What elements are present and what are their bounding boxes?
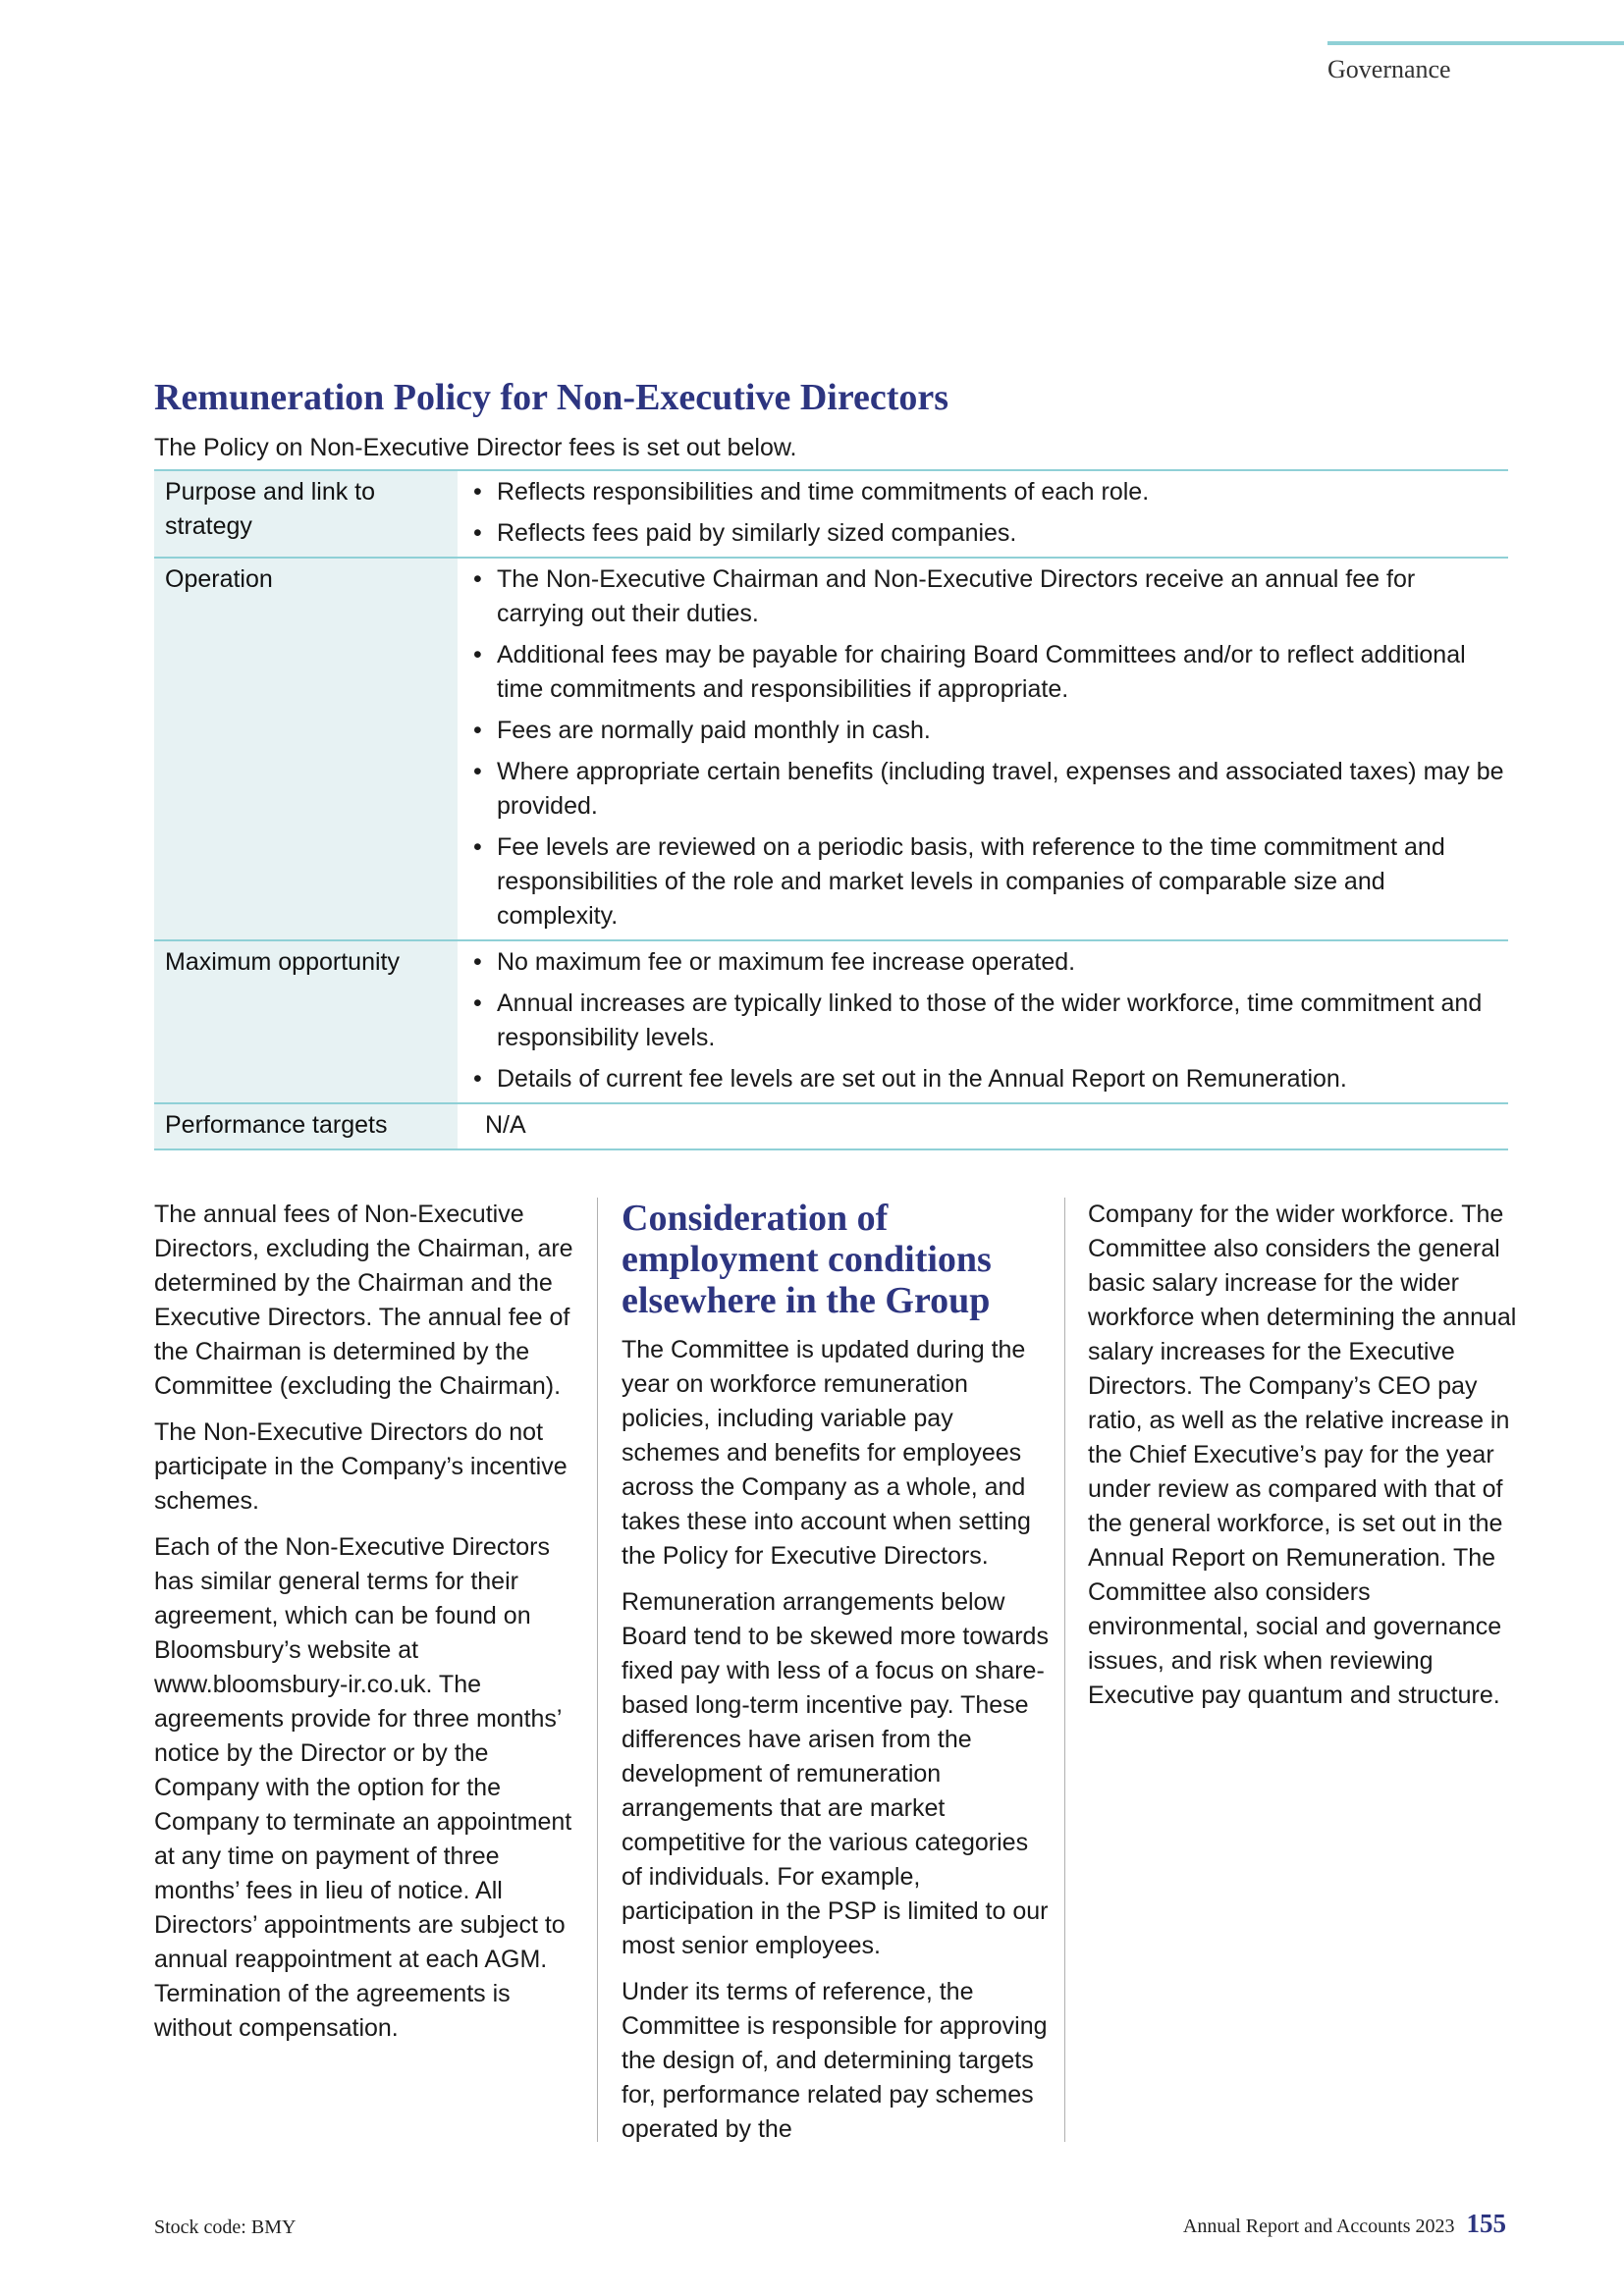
bullet-item: • Where appropriate certain benefits (including travel, expenses and associated taxes) may be provided. [467,755,1508,824]
bullet-list [467,475,1508,551]
bullet-item: • No maximum fee or maximum fee increase operated. [467,945,1508,980]
page-number: 155 [1466,2209,1506,2238]
paragraph: Each of the Non-Executive Directors has similar general terms for their agreement, which can be found on Bloomsbury’s website at www.bloomsbury-ir.co.uk. The agreements provide for three months’ notice by the Director or by the Company with the option for the Company to terminate an appointment at any time on payment of three months’ fees in lieu of notice. All Directors’ appointments are subject to annual reappointment at each AGM. Termination of the agreements is without compensation. [154,1533,572,2042]
bullet-list [467,562,1508,934]
page-footer [1183,2209,1506,2239]
text-column-1 [154,1198,586,2057]
paragraph: The Non-Executive Directors do not participate in the Company’s incentive schemes. [154,1418,568,1515]
section-label: Governance [1327,55,1451,83]
column-divider [1064,1198,1065,2142]
text-column-2 [622,1198,1054,2159]
policy-row-operation [154,558,1508,940]
column-divider [597,1198,598,2142]
policy-row-performance [154,1103,1508,1149]
bullet-item: • Details of current fee levels are set out in the Annual Report on Remuneration. [467,1062,1508,1096]
policy-title: Remuneration Policy for Non-Executive Directors [154,377,949,418]
row-content [458,558,1508,940]
bullet-item: • The Non-Executive Chairman and Non-Executive Directors receive an annual fee for carrying out their duties. [467,562,1508,631]
bullet-item: • Fee levels are reviewed on a periodic basis, with reference to the time commitment and responsibilities of the role and market levels in companies of comparable size and complexity. [467,830,1508,934]
row-label: Maximum opportunity [154,940,458,1103]
bullet-item: • Annual increases are typically linked to those of the wider workforce, time commitment and responsibility levels. [467,987,1508,1055]
bullet-item: • Reflects responsibilities and time commitments of each role. [467,475,1508,509]
bullet-item: • Fees are normally paid monthly in cash. [467,714,1508,748]
row-content [458,1103,1508,1149]
row-label: Operation [154,558,458,940]
paragraph: The Committee is updated during the year on workforce remuneration policies, including variable pay schemes and benefits for employees across the Company as a whole, and takes these into account when setting the Policy for Executive Directors. [622,1336,1031,1570]
row-content [458,470,1508,558]
row-label: Performance targets [154,1103,458,1149]
policy-table [154,469,1508,1150]
policy-row-purpose [154,470,1508,558]
bullet-item: • Additional fees may be payable for chairing Board Committees and/or to reflect additional time commitments and responsibilities if appropriate. [467,638,1508,707]
policy-intro: The Policy on Non-Executive Director fees is set out below. [154,434,797,461]
bullet-list [467,945,1508,1096]
paragraph: Under its terms of reference, the Committee is responsible for approving the design of, and determining targets for, performance related pay schemes operated by the [622,1978,1048,2143]
policy-row-maximum [154,940,1508,1103]
text-column-3 [1088,1198,1520,1725]
section-heading: Consideration of employment conditions elsewhere in the Group [622,1198,992,1321]
row-value: N/A [485,1111,526,1139]
stock-code: Stock code: BMY [154,2216,297,2238]
row-content [458,940,1508,1103]
report-title: Annual Report and Accounts 2023 [1182,2216,1455,2237]
bullet-item: • Reflects fees paid by similarly sized companies. [467,516,1508,551]
paragraph: Company for the wider workforce. The Committee also considers the general basic salary increase for the wider workforce when determining the annual salary increases for the Executive Directors. The Company’s CEO pay ratio, as well as the relative increase in the Chief Executive’s pay for the year under review as compared with that of the general workforce, is set out in the Annual Report on Remuneration. The Committee also considers environmental, social and governance issues, and risk when reviewing Executive pay quantum and structure. [1088,1201,1517,1709]
paragraph: The annual fees of Non-Executive Directors, excluding the Chairman, are determined by the Chairman and the Executive Directors. The annual fee of the Chairman is determined by the Committee (excluding the Chairman). [154,1201,573,1400]
paragraph: Remuneration arrangements below Board tend to be skewed more towards fixed pay with less of a focus on share-based long-term incentive pay. These differences have arisen from the development of remuneration arrangements that are market competitive for the various categories of individuals. For example, participation in the PSP is limited to our most senior employees. [622,1588,1049,1959]
row-label: Purpose and link to strategy [154,470,458,558]
header-rule [1327,41,1624,45]
